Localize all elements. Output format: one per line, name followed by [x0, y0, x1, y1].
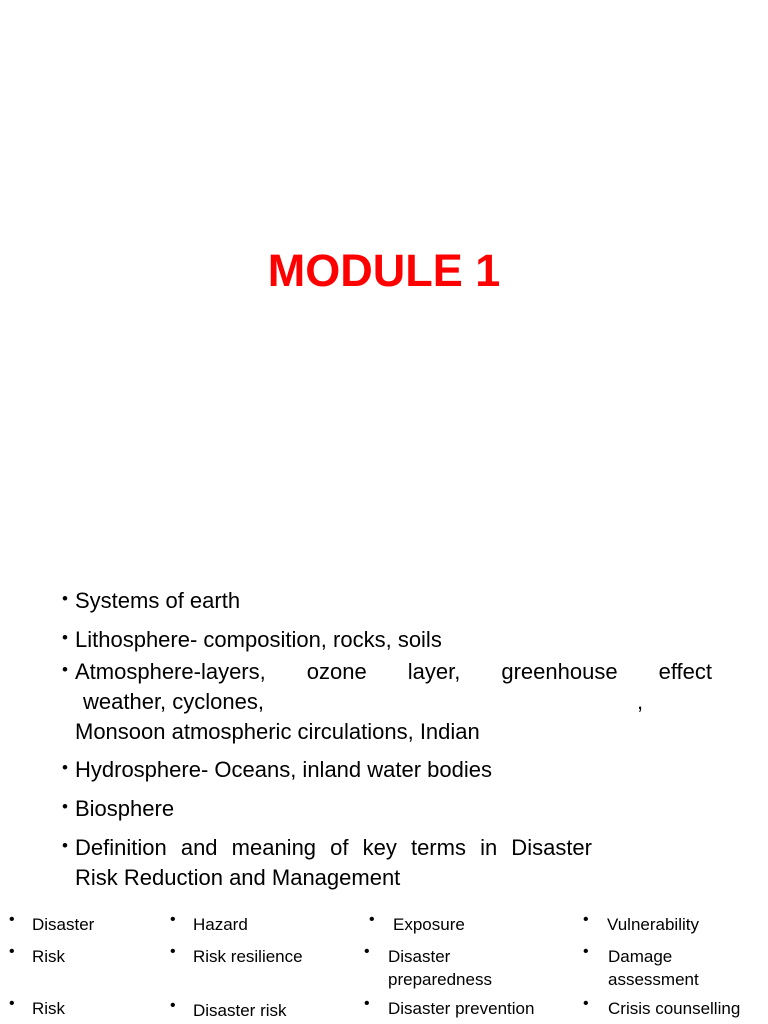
- term-text: Disaster preparedness: [388, 947, 492, 989]
- bullet-icon: •: [62, 797, 68, 816]
- list-item-text-line: ,: [637, 689, 644, 714]
- bullet-icon: •: [62, 758, 68, 777]
- bullet-icon: •: [369, 911, 375, 928]
- bullet-icon: •: [62, 836, 68, 855]
- bullet-icon: •: [170, 911, 176, 928]
- bullet-icon: •: [170, 943, 176, 960]
- term-text: Crisis counselling: [608, 999, 741, 1018]
- term-text: Exposure: [393, 915, 465, 934]
- term-text: Damage assessment: [608, 947, 699, 989]
- bullet-icon: •: [364, 943, 370, 960]
- bullet-icon: •: [170, 997, 176, 1014]
- list-item-text-line: Risk Reduction and Management: [75, 865, 401, 890]
- list-item-text-line: weather, cyclones,: [83, 689, 264, 714]
- bullet-icon: •: [9, 911, 15, 928]
- term-text: Risk: [32, 947, 66, 966]
- bullet-icon: •: [583, 911, 589, 928]
- bullet-icon: •: [62, 628, 68, 647]
- term-text: Risk: [32, 999, 66, 1018]
- term-text: Hazard: [193, 915, 248, 934]
- page-title: MODULE 1: [267, 245, 501, 296]
- list-item-text-line: Atmosphere-layers, ozone layer, greenhouse effect: [75, 659, 712, 684]
- bullet-icon: •: [9, 943, 15, 960]
- list-item-text: Lithosphere- composition, rocks, soils: [75, 627, 442, 652]
- bullet-icon: •: [62, 589, 68, 608]
- bullet-icon: •: [364, 995, 370, 1012]
- list-item-text-line: Monsoon atmospheric circulations, Indian: [75, 719, 480, 744]
- list-item-text: Biosphere: [75, 796, 175, 821]
- term-text: Risk resilience: [193, 947, 303, 966]
- term-text: Vulnerability: [607, 915, 699, 934]
- bullet-icon: •: [583, 995, 589, 1012]
- list-item-text: Systems of earth: [75, 588, 241, 613]
- bullet-icon: •: [583, 943, 589, 960]
- term-text: Disaster prevention: [388, 999, 535, 1018]
- bullet-icon: •: [62, 660, 68, 679]
- list-item-text: Hydrosphere- Oceans, inland water bodies: [75, 757, 493, 782]
- term-text: Disaster: [32, 915, 95, 934]
- term-text: Disaster risk: [193, 1001, 287, 1020]
- list-item-text-line: Definition and meaning of key terms in Disaster: [75, 835, 592, 860]
- bullet-icon: •: [9, 995, 15, 1012]
